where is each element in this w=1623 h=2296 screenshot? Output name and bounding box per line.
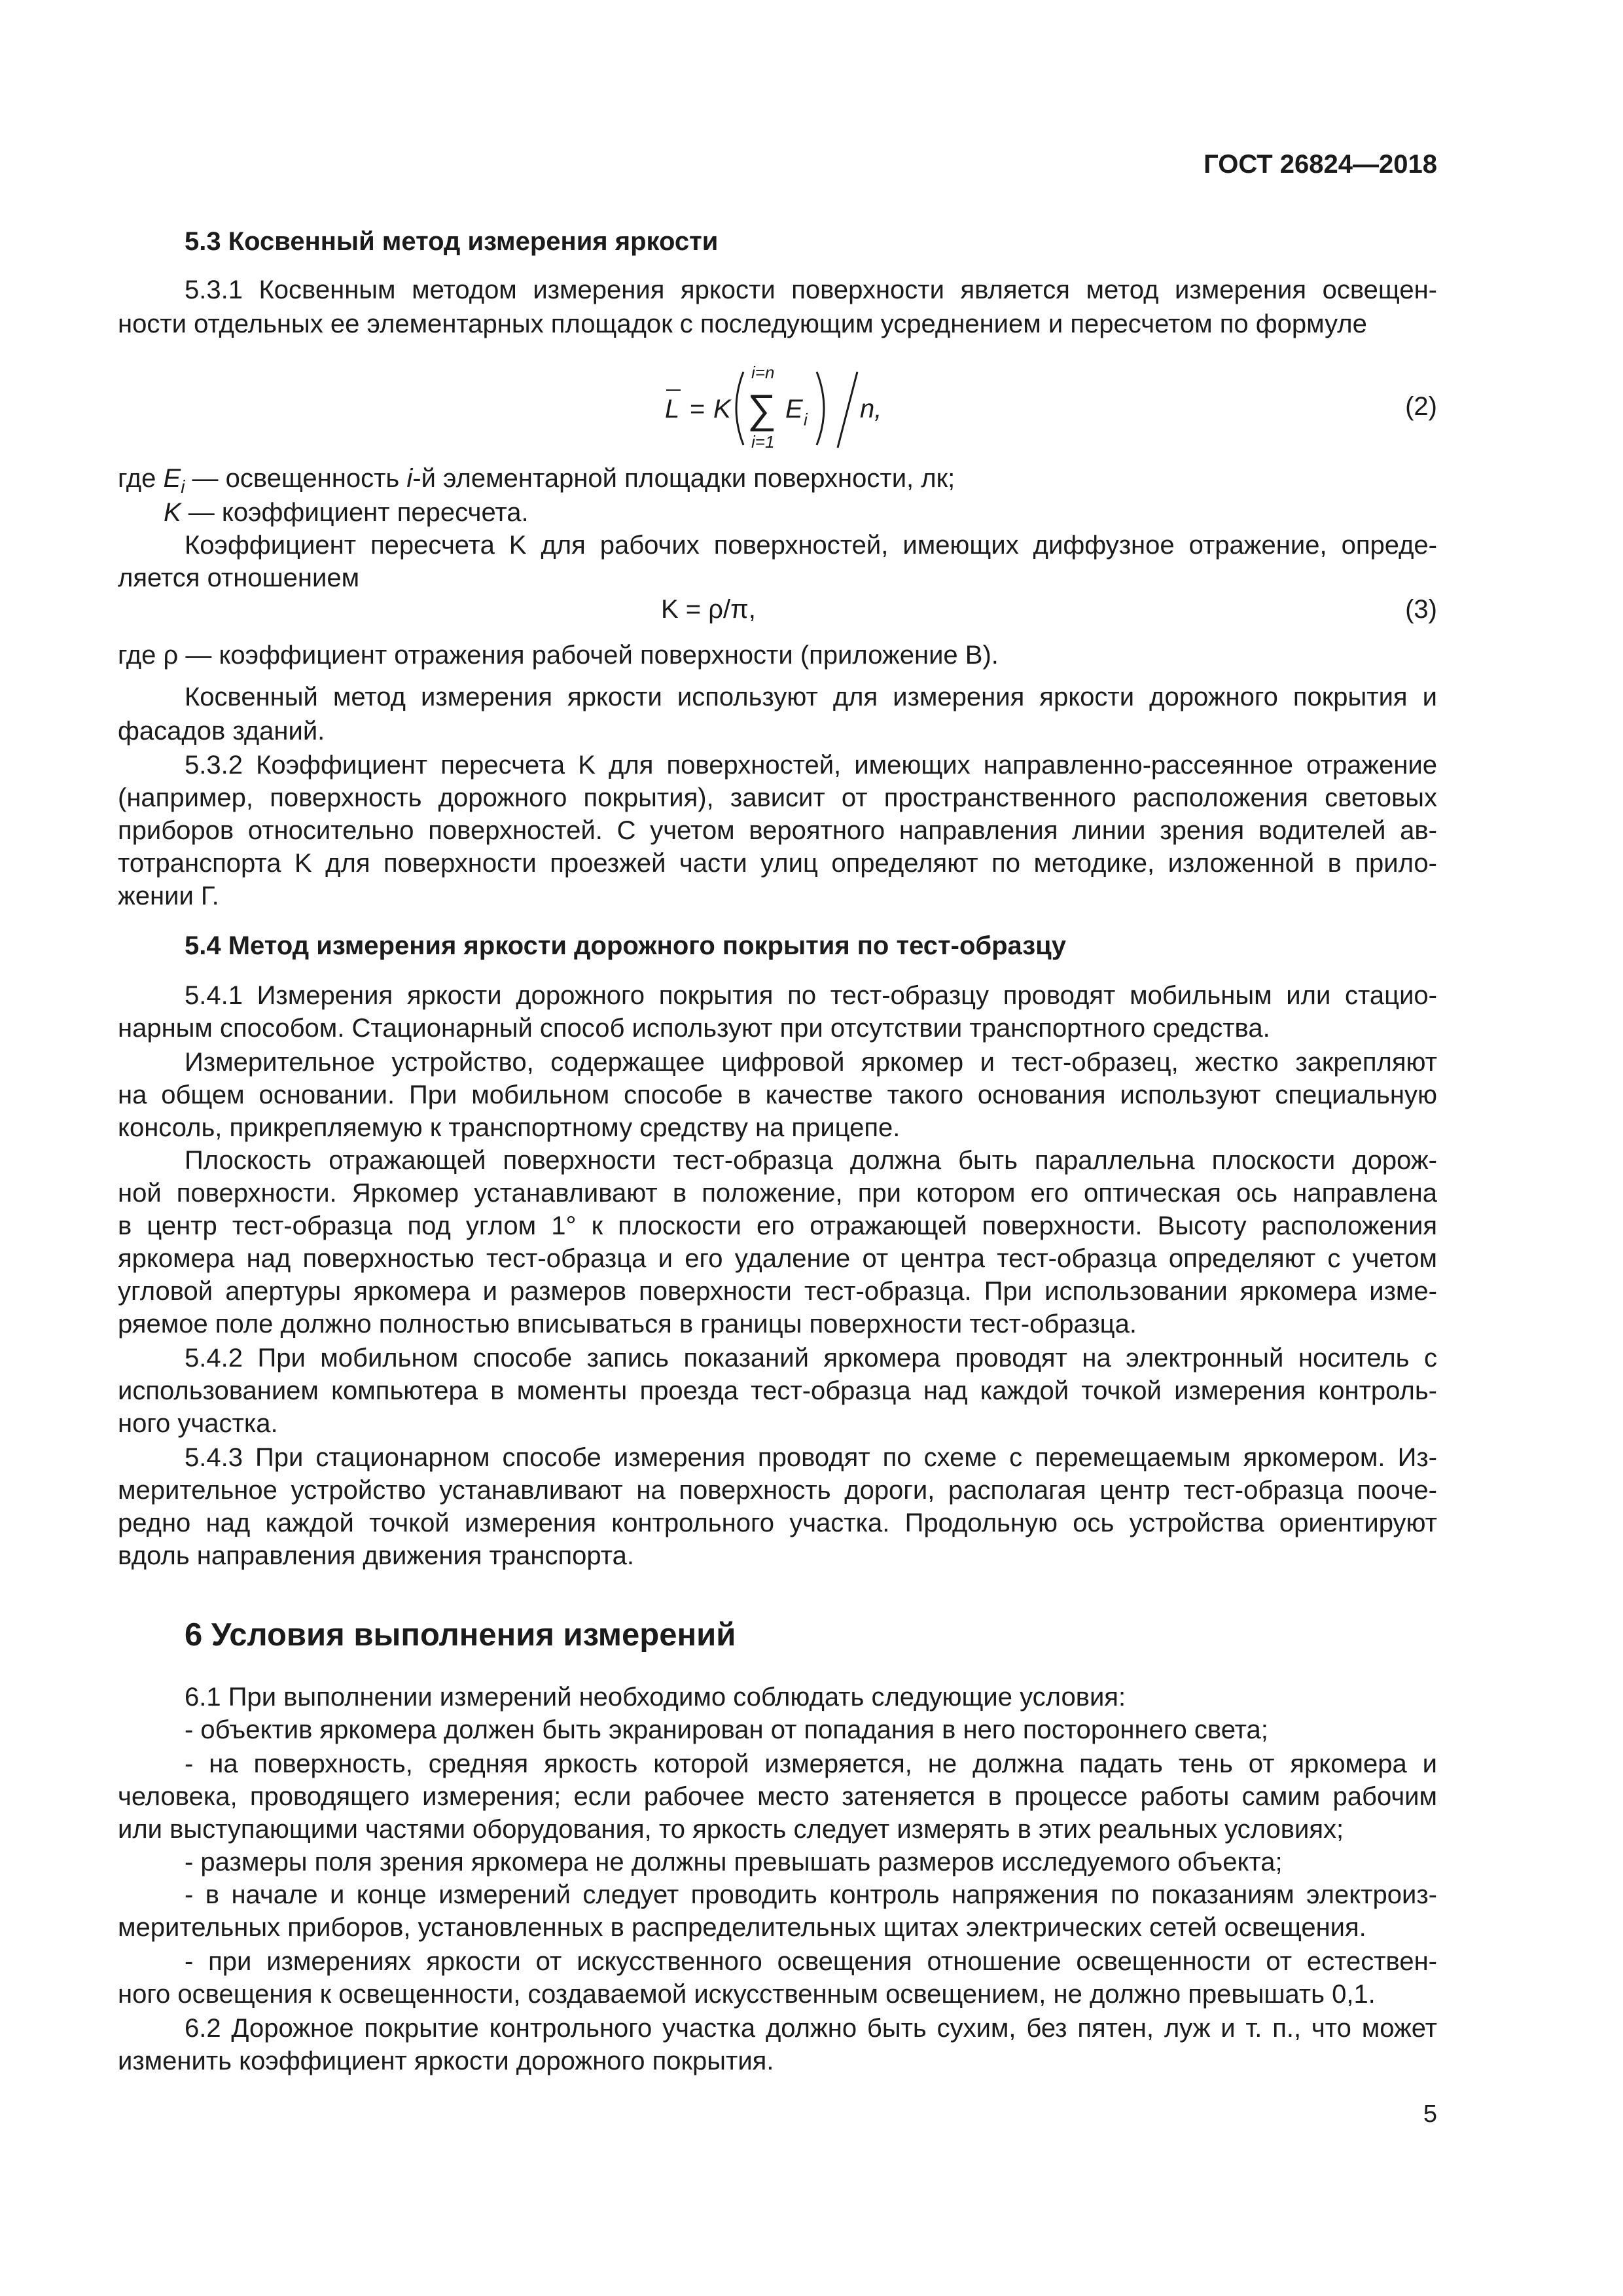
text-line: консоль, прикрепляемую к транспортному средству на прицепе. [118, 1113, 901, 1142]
text-line: фасадов зданий. [118, 717, 325, 745]
formula-div: n, [860, 395, 882, 423]
text-line: - размеры поля зрения яркомера не должны превышать размеров исследуемого объекта; [185, 1848, 1283, 1876]
formula-eq: = [690, 395, 705, 423]
page-number: 5 [1423, 2100, 1437, 2128]
text-line: редно над каждой точкой измерения контрольного участка. Продольную ось устройства ориентируют [118, 1509, 1437, 1537]
equation-number: (3) [1405, 595, 1437, 624]
text-line: на общем основании. При мобильном способе в качестве такого основания используют специальную [118, 1081, 1437, 1109]
where-line: где ρ — коэффициент отражения рабочей поверхности (приложение В). [118, 641, 999, 670]
text-line: яркомера над поверхностью тест-образца и его удаление от центра тест-образца определяют с учетом [118, 1244, 1437, 1273]
text-line: изменить коэффициент яркости дорожного покрытия. [118, 2047, 774, 2075]
where-line: K — коэффициент пересчета. [164, 498, 529, 527]
text-line: - при измерениях яркости от искусственного освещения отношение освещенности от естествен- [185, 1947, 1437, 1976]
text-line: 6.2 Дорожное покрытие контрольного участка должно быть сухим, без пятен, луж и т. п., что может [185, 2014, 1437, 2043]
text-line: 5.3.2 Коэффициент пересчета K для поверхностей, имеющих направленно-рассеянное отражение [185, 751, 1437, 780]
text-line: жении Г. [118, 882, 219, 910]
text-line: нарным способом. Стационарный способ используют при отсутствии транспортного средства. [118, 1014, 1270, 1043]
text-line: ного освещения к освещенности, создаваемой искусственным освещением, не должно превышать 0,1. [118, 1980, 1376, 2009]
text-line: Коэффициент пересчета K для рабочих поверхностей, имеющих диффузное отражение, опреде- [185, 531, 1437, 560]
text-line: (например, поверхность дорожного покрытия), зависит от пространственного расположения световых [118, 783, 1437, 812]
text-line: в центр тест-образца под углом 1° к плоскости его отражающей поверхности. Высоту расположения [118, 1211, 1437, 1240]
formula-upper: i=n [751, 363, 775, 382]
document-header: ГОСТ 26824—2018 [1204, 150, 1437, 179]
text-line: человека, проводящего измерения; если рабочее место затеняется в процессе работы самим рабочим [118, 1782, 1437, 1811]
section-title: 5.3 Косвенный метод измерения яркости [185, 227, 719, 256]
formula-lhs: L [665, 395, 680, 423]
text-line: 5.4.3 При стационарном способе измерения проводят по схеме с перемещаемым яркомером. Из- [185, 1443, 1437, 1472]
text-line: 5.3.1 Косвенным методом измерения яркости поверхности является метод измерения освещен- [185, 276, 1437, 304]
text-line: 5.4.2 При мобильном способе запись показаний яркомера проводят на электронный носитель с [185, 1344, 1437, 1372]
text-line: - в начале и конце измерений следует проводить контроль напряжения по показаниям электроиз- [185, 1880, 1437, 1909]
text-line: вдоль направления движения транспорта. [118, 1541, 634, 1570]
text-line: ного участка. [118, 1409, 278, 1438]
text-line: Косвенный метод измерения яркости используют для измерения яркости дорожного покрытия и [185, 683, 1437, 711]
formula-sum: ∑ [747, 387, 777, 432]
formula-lower: i=1 [751, 432, 775, 452]
text-line: - на поверхность, средняя яркость которой измеряется, не должна падать тень от яркомера и [185, 1749, 1437, 1778]
text-line: мерительных приборов, установленных в распределительных щитах электрических сетей освещения. [118, 1913, 1366, 1942]
where-line: где $E_i$ — освещенность i-й элементарной площадки поверхности, лк; [118, 464, 955, 497]
text-line: ряемое поле должно полностью вписываться в границы поверхности тест-образца. [118, 1310, 1137, 1338]
formula-term: E [785, 395, 803, 423]
text-line: мерительное устройство устанавливают на поверхность дороги, располагая центр тест-образца поoче- [118, 1476, 1437, 1505]
text-line: ной поверхности. Яркомер устанавливают в положение, при котором его оптическая ось направлена [118, 1179, 1437, 1208]
text-line: ности отдельных ее элементарных площадок с последующим усреднением и пересчетом по формуле [118, 310, 1367, 338]
text-line: Измерительное устройство, содержащее цифровой яркомер и тест-образец, жестко закрепляют [185, 1048, 1437, 1077]
formula-k: K [713, 395, 731, 423]
formula-sub: i [804, 410, 808, 429]
text-line: приборов относительно поверхностей. С учетом вероятного направления линии зрения водителей ав- [118, 816, 1437, 845]
equation-number: (2) [1405, 392, 1437, 421]
text-line: или выступающими частями оборудования, то яркость следует измерять в этих реальных условиях; [118, 1815, 1344, 1844]
text-line: ляется отношением [118, 564, 360, 592]
section-title: 5.4 Метод измерения яркости дорожного покрытия по тест-образцу [185, 931, 1066, 960]
formula-3: K = ρ/π, [661, 595, 756, 624]
text-line: угловой апертуры яркомера и размеров поверхности тест-образца. При использовании яркомера изме- [118, 1277, 1437, 1306]
text-line: 6.1 При выполнении измерений необходимо соблюдать следующие условия: [185, 1683, 1126, 1712]
formula-2 [661, 352, 897, 463]
chapter-title: 6 Условия выполнения измерений [185, 1617, 736, 1653]
text-line: тотранспорта K для поверхности проезжей части улиц определяют по методике, изложенной в прило- [118, 849, 1437, 878]
text-line: 5.4.1 Измерения яркости дорожного покрытия по тест-образцу проводят мобильным или стацио- [185, 981, 1437, 1010]
text-line: - объектив яркомера должен быть экранирован от попадания в него постороннего света; [185, 1715, 1268, 1744]
text-line: Плоскость отражающей поверхности тест-образца должна быть параллельна плоскости дорож- [185, 1146, 1437, 1175]
text-line: использованием компьютера в моменты проезда тест-образца над каждой точкой измерения контроль- [118, 1376, 1437, 1405]
